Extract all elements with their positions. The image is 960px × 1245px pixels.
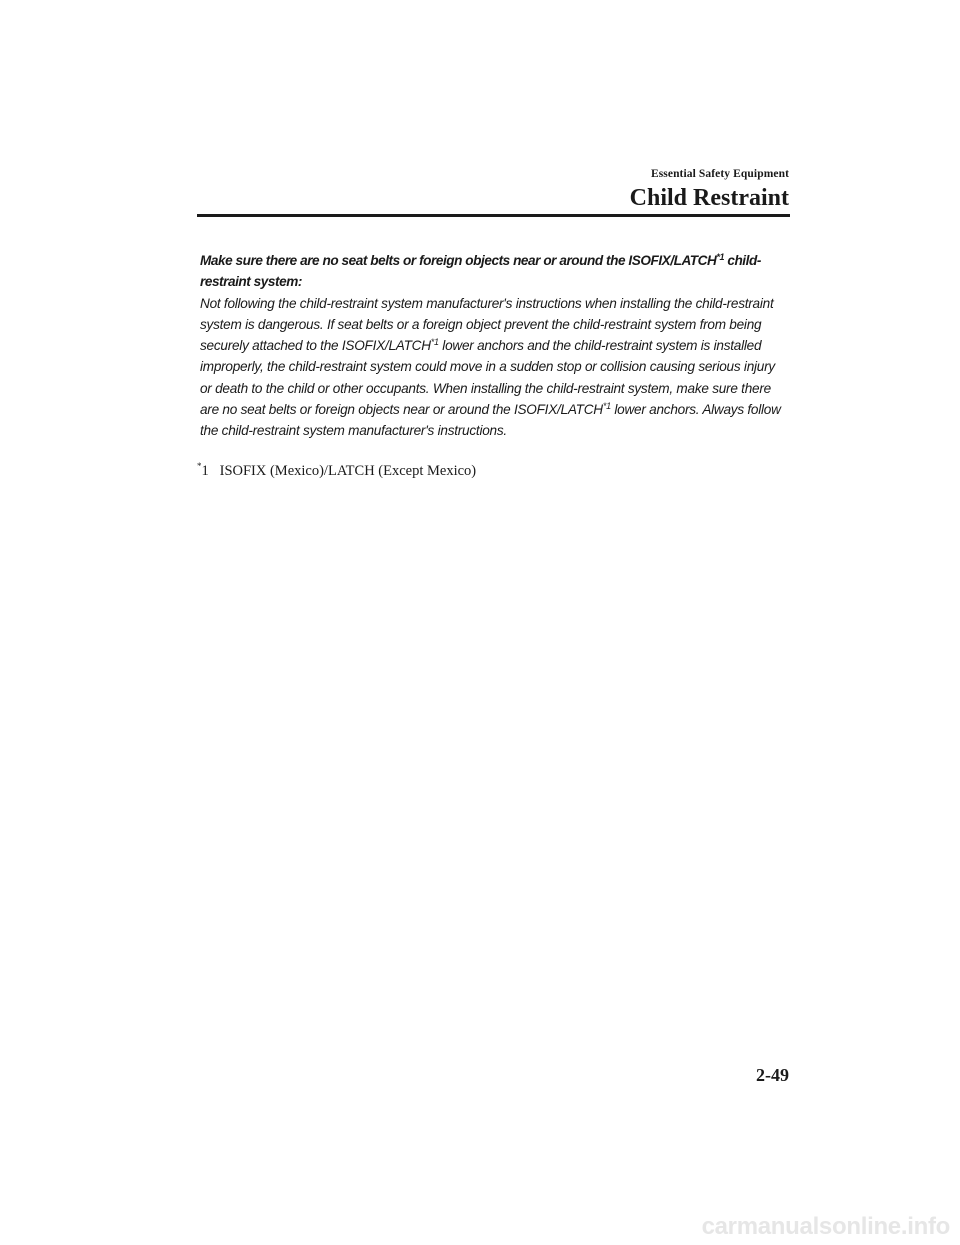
warning-body-part-2: lower anchors and the child-restraint system is installed improperly, the child-restraint system could move in a sudden stop or collision causing serious injury or death to the child or other occupants. When installing the child-restraint system, make sure there are no seat belts or foreign objects near or around the ISOFIX/LATCH [200,338,775,418]
warning-body-part-3: lower anchors. Always follow the child-restraint system manufacturer's instructions. [200,402,781,439]
footnote [197,456,476,481]
warning-body [200,293,790,442]
warning-heading [200,250,790,293]
chapter-title: Child Restraint [629,185,789,211]
running-header [630,167,789,213]
warning-body-part-1: Not following the child-restraint system manufacturer's instructions when installing the child-restraint system is dangerous. If seat belts or a foreign object prevent the child-restraint system from being securely attached to the ISOFIX/LATCH [200,295,774,354]
warning-heading-text: Make sure there are no seat belts or foreign objects near or around the ISOFIX/LATCH [200,253,717,268]
footnote-ref: *1 [602,401,611,412]
warning-heading-text-end: child-restraint system: [200,253,761,290]
footnote-ref: *1 [430,337,439,348]
section-label: Essential Safety Equipment [650,168,789,180]
header-divider [197,214,790,217]
footnote-text: 1 ISOFIX (Mexico)/LATCH (Except Mexico) [201,463,477,479]
watermark: carmanualsonline.info [701,1213,950,1240]
page-number: 2-49 [756,1065,789,1085]
footnote-ref: *1 [716,252,725,262]
footnote-mark: * [197,461,202,471]
warning-block [200,250,790,442]
